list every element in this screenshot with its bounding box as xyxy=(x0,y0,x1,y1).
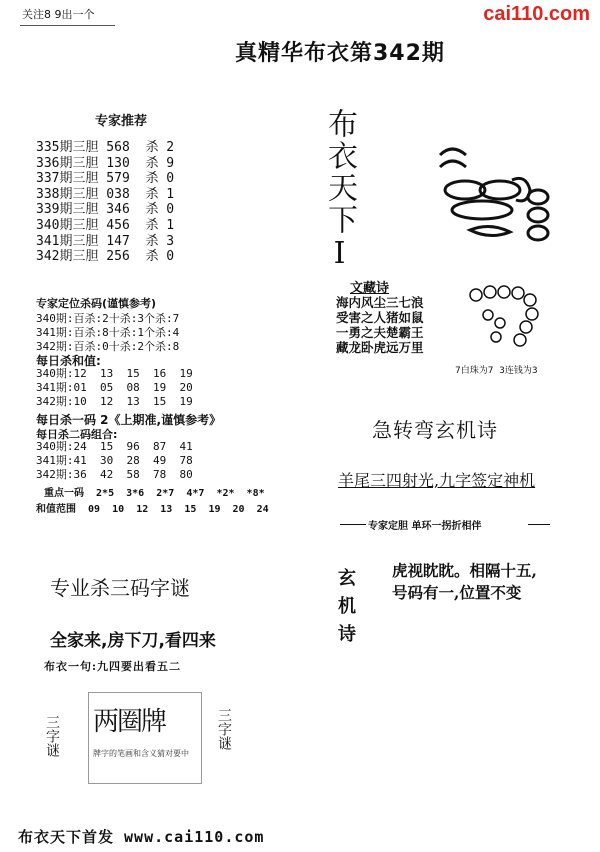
focus-code: 重点一码 2*5 3*6 2*7 4*7 *2* *8* xyxy=(44,488,265,499)
daily-sum-row: 342期:10 12 13 15 19 xyxy=(36,395,193,408)
header-note: 关注8 9出一个 xyxy=(22,8,95,21)
expert-row: 340期三胆 456 杀 1 xyxy=(36,217,175,233)
daily-one-heading: 每日杀一码 2《上期准,谨慎参考》 xyxy=(36,413,222,427)
expert-row: 341期三胆 147 杀 3 xyxy=(36,233,175,249)
brand-logo: cai110.com xyxy=(483,3,590,25)
abacus-bead-6 xyxy=(528,226,548,240)
abacus-illustration xyxy=(430,135,560,255)
daily-two-list xyxy=(36,440,193,482)
expert-row: 337期三胆 579 杀 0 xyxy=(36,171,175,187)
bead xyxy=(484,286,496,298)
expert-line: 专家定胆 单环一拐折相伴 xyxy=(368,521,482,532)
right-vertical-title: 布衣天下I xyxy=(322,108,357,273)
coin xyxy=(491,332,501,342)
riddle-side-left: 三字谜 xyxy=(44,715,60,757)
stamp-box xyxy=(88,692,202,784)
divider-right xyxy=(528,524,550,525)
riddle-heading: 专业杀三码字谜 xyxy=(50,576,190,600)
expert-row: 342期三胆 256 杀 0 xyxy=(36,249,175,265)
poem-line: 藏龙卧虎远万里 xyxy=(336,340,424,355)
poem2-title: 急转弯玄机诗 xyxy=(372,418,498,442)
position-kill-row: 342期:百杀:0十杀:2个杀:8 xyxy=(36,340,180,353)
daily-sum-list xyxy=(36,367,193,409)
xuanji-line: 虎视眈眈。相隔十五, xyxy=(392,561,537,580)
bead-caption: 7白珠为7 3连钱为3 xyxy=(455,366,538,376)
riddle-side-right: 三字谜 xyxy=(216,708,232,750)
bead xyxy=(524,294,536,306)
poem-line: 受害之人猪如鼠 xyxy=(336,310,424,325)
daily-two-heading: 每日杀二码组合: xyxy=(36,428,118,441)
riddle-line: 全家来,房下刀,看四来 xyxy=(50,631,216,651)
bead xyxy=(520,321,532,333)
xuanji-lines xyxy=(392,560,537,604)
bead xyxy=(498,286,510,298)
abacus-arc-top xyxy=(440,149,466,155)
daily-sum-heading: 每日杀和值: xyxy=(36,354,101,368)
expert-row: 335期三胆 568 杀 2 xyxy=(36,140,175,155)
page-title: 真精华布衣第342期 xyxy=(235,41,445,66)
daily-two-row: 340期:24 15 96 87 41 xyxy=(36,440,193,453)
daily-sum-row: 340期:12 13 15 16 19 xyxy=(36,367,193,380)
daily-two-row: 341期:41 30 28 49 78 xyxy=(36,454,193,467)
abacus-bead-4 xyxy=(528,190,548,204)
abacus-bead-3 xyxy=(452,201,512,219)
sum-range: 和值范围 09 10 12 13 15 19 20 24 xyxy=(36,504,269,515)
expert-list xyxy=(36,140,174,265)
coin xyxy=(495,318,505,328)
expert-row: 336期三胆 130 杀 9 xyxy=(36,155,175,171)
position-kill-list xyxy=(36,312,179,354)
daily-two-row: 342期:36 42 58 78 80 xyxy=(36,468,193,481)
position-kill-row: 341期:百杀:8十杀:1个杀:4 xyxy=(36,326,180,339)
one-sentence: 布衣一句:九四要出看五二 xyxy=(44,660,182,673)
divider-left xyxy=(340,524,366,525)
expert-heading: 专家推荐 xyxy=(95,114,148,129)
poem2-line: 羊尾三四射光,九字签定神机 xyxy=(338,471,536,490)
header-divider xyxy=(20,25,115,26)
bead xyxy=(512,287,524,299)
bead xyxy=(514,334,526,346)
poem-title: 文藏诗 xyxy=(350,281,390,296)
poem-line: 一勇之夫楚霸王 xyxy=(336,325,424,340)
poem-lines xyxy=(336,295,424,355)
expert-row: 338期三胆 038 杀 1 xyxy=(36,186,175,202)
xuanji-label: 玄机诗 xyxy=(335,568,356,652)
bead xyxy=(470,289,482,301)
bead xyxy=(526,308,538,320)
position-kill-heading: 专家定位杀码(谨慎参考) xyxy=(36,297,157,310)
xuanji-line: 号码有一,位置不变 xyxy=(392,583,522,602)
expert-row: 339期三胆 346 杀 0 xyxy=(36,202,175,218)
poem-line: 海内风尘三七浪 xyxy=(336,295,424,310)
abacus-arc-mid xyxy=(440,161,466,167)
abacus-bead-5 xyxy=(528,208,548,222)
stamp-calligraphy: 两圈牌 xyxy=(93,707,166,737)
stamp-note: 牌字的笔画和含义猜对要中 xyxy=(93,749,189,758)
beads-illustration xyxy=(468,283,548,353)
abacus-ingot xyxy=(470,226,510,235)
coin xyxy=(483,310,493,320)
footer-text: 布衣天下首发 www.cai110.com xyxy=(18,828,265,846)
position-kill-row: 340期:百杀:2十杀:3个杀:7 xyxy=(36,312,180,325)
daily-sum-row: 341期:01 05 08 19 20 xyxy=(36,381,193,394)
